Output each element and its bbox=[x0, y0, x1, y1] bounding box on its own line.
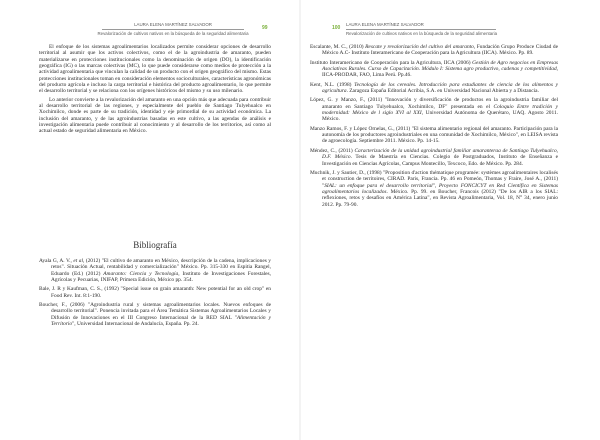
reference-entry: Méndez, C., (2011) Caracterización de la unidad agroindustrial familiar amaranteraa de Santiago Tulyehualco, D.F. México. Tesis de Maestría en Ciencias. Colegio de Postgraduados, Instituto de Enseñanza e Investigación en Ciencias Agrícolas, Campus Montecillo, Texcoco, Edo. de México. Pp. 284. bbox=[310, 147, 558, 167]
header-rule bbox=[346, 29, 496, 30]
header-rule bbox=[102, 29, 244, 30]
reference-entry: Muchnik, J. y Sautier, D., (1998) "Proposition d'action thématique programée: systèmes agroalimentaires localisés et construction de territoires, CIRAD. Paris, Francia. Pp. 46 en Pomeón, Thomas y Fraire, José A., (2011) "SIAL: un enfoque para el desarrollo territorial", Proyecto FONCICYT en Red Científica en Sistemas agroalimentarios localizados. México. Pp. 99. en Boucher, Francois (2012) "De los AIR a los SIAL: reflexiones, retos y desafíos en América Latina", en Revista Agroalimentaria, Vol. 18, N° 34, enero junio 2012. Pp. 79-90. bbox=[310, 169, 558, 208]
left-body-text bbox=[39, 44, 271, 137]
bibliography-title: Bibliografía bbox=[133, 240, 177, 250]
left-page-number: 99 bbox=[262, 25, 268, 31]
right-running-header bbox=[346, 22, 546, 37]
reference-entry: Boucher, F., (2006) "Agroindustria rural y sistemas agroalimentarios locales. Nuevos enfoques de desarrollo territorial". Ponencia invitada para el Área Temática Sistemas Agroalimentarios Locales y Difusión de Innovaciones en el III Congreso Internacional de la RED SIAL "Alimentación y Territorio", Universidad Internacional de Andalucía, España. Pp. 24. bbox=[39, 302, 271, 328]
right-bibliography bbox=[310, 44, 558, 211]
header-author: LAURA ELENA MARTÍNEZ SALVADOR bbox=[134, 22, 212, 27]
reference-entry: Manzo Ramos, F. y López Ornelas, G., (2011) "El sistema alimentario regional del amaranto. Participación para la autonomía de los productores agroindustriales en una comunidad de Xochimilco, México", en LEISA revista de agroecología. Septiembre 2011. México. Pp. 14-15. bbox=[310, 125, 558, 145]
left-running-header bbox=[88, 22, 258, 37]
reference-entry: López, G. y Manzo, F., (2011) "Innovación y diversificación de productos en la agroindustria familiar del amaranto en Santiago Tulyehualco, Xochimilco, DF" presentada en el Coloquio Entre tradición y modernidad: México de l siglo XVI al XXI, Universidad Autónoma de Querétaro, UAQ. Agosto 2011. México. bbox=[310, 97, 559, 123]
header-title: Revalorización de cultivos nativos en la búsqueda de la seguridad alimentaria bbox=[346, 31, 498, 36]
header-title: Revalorización de cultivos nativos en la búsqueda de la seguridad alimentaria bbox=[97, 31, 249, 36]
left-bibliography bbox=[39, 258, 271, 330]
paragraph: El enfoque de los sistemas agroalimentarios localizados permite considerar opciones de desarrollo territorial al asumir que los activos colectivos, como el de la agroindustria de amaranto, pueden materializarse en protecciones institucionales como la denominación de origen (DO), la identificación geográfica (IG) o las marcas colectivas (MC), lo que puede considerarse como medios de protección a la actividad agroalimentaria que vinculan la calidad de un producto con el origen geográfico del mismo. Estas protecciones institucionales toman en consideración elementos socioculturales, características agronómicas del producto agrícola e incluso la carga territorial e histórica del producto agroalimentario, lo que permite el desarrollo territorial y se relaciona con los orígenes históricos del mismo y su uso milenario. bbox=[39, 44, 271, 95]
reference-entry: Ayala G, A. V., et al, (2012) "El cultivo de amaranto en México, descripción de la cadena, implicaciones y retos". Situación Actual, rentabilidad y comercialización" México. Pp. 315-330 en Espitia Rangel, Eduardo (Ed.) (2012) Amaranto: Ciencia y Tecnología, Instituto de Investigaciones Forestales, Agrícolas y Pecuarias, INIFAP, Primera Edición, México pp. 354. bbox=[39, 258, 272, 284]
reference-entry: Bale, J. R y Kaufman, C. S., (1992) "Special issue on grain amaranth: New potential for an old crop" en Food Rev. Int. 8:1-190. bbox=[39, 286, 271, 299]
header-author: LAURA ELENA MARTÍNEZ SALVADOR bbox=[346, 22, 424, 27]
reference-entry: Escalante, M. C., (2010) Rescate y revalorización del cultivo del amaranto, Fundación Grupo Produce Ciudad de México A.C- Instituto Interamericano de Cooperación para la Agricultura (IICA). México. Pp. 89. bbox=[310, 44, 558, 57]
reference-entry: Instituto Interamericano de Cooperación para la Agricultura, IICA (2006) Gestión de Agro negocios en Empresas Asociativas Rurales. Curso de Capacitación. Módulo I: Sistema agro productivo, cadenas y competitividad, IICA-PRODAR, FAO, Lima Perú. Pp.46. bbox=[310, 59, 558, 79]
paragraph: Lo anterior convierte a la revalorización del amaranto en una opción más que adecuada para contribuir al desarrollo territorial de las regiones, y especialmente del pueblo de Santiago Tulyehualco en Xochimilco, donde es parte de su tradición, identidad y eje primordial de su actividad económica. La inclusión del amaranto, y de las agroindustrias basadas en este cultivo, a las agendas de análisis e investigación alimentaria puede contribuir al conocimiento y al desarrollo de los territorios, así como al actual estado de seguridad alimentaria en México. bbox=[39, 96, 271, 135]
reference-entry: Kent, N.L. (1998) Tecnología de los cereales. Introducción para estudiantes de ciencia de los alimentos y agricultura. Zaragoza España Editorial Acribia, S.A. en Universidad Nacional Abierta y a Distancia. bbox=[310, 81, 558, 95]
right-page bbox=[300, 0, 600, 440]
right-page-number: 100 bbox=[332, 25, 341, 31]
